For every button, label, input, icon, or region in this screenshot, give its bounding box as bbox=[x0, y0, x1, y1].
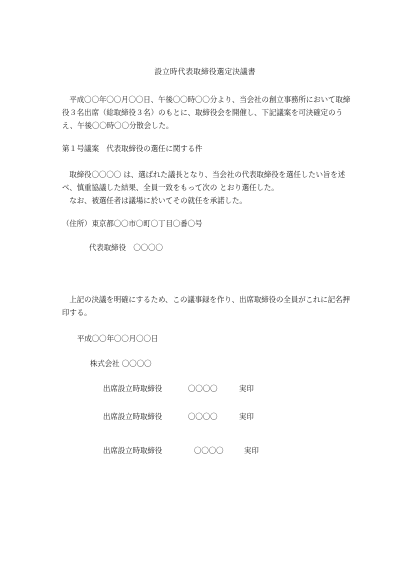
document-date: 平成〇〇年〇〇月〇〇日 bbox=[77, 334, 159, 343]
signatory-name: 〇〇〇〇 bbox=[188, 412, 218, 421]
document-title: 設立時代表取締役選定決議書 bbox=[154, 67, 256, 76]
opening-paragraph: 平成〇〇年〇〇月〇〇日、午後〇〇時〇〇分より、当会社の創立事務所において取締役３名出席（総取締役３名）のもとに、取締役会を開催し、下記議案を可決確定のうえ、午後〇〇時〇〇分散会した。 bbox=[62, 95, 351, 130]
agenda-acceptance-text: なお、被選任者は議場に於いてその就任を承諾した。 bbox=[69, 196, 247, 205]
agenda-body-paragraph: 取締役〇〇〇〇 は、選ばれた議長となり、当会社の代表取締役を選任したい旨を述べ、慎重協議した結果、全員一致をもって次の とおり選任した。 bbox=[62, 170, 346, 192]
signatory-seal: 実印 bbox=[244, 446, 259, 455]
signatory-role: 出席設立時取締役 bbox=[103, 384, 163, 393]
signatory-seal: 実印 bbox=[239, 412, 254, 421]
address-line: （住所）東京都〇〇市〇町〇丁目〇番〇号 bbox=[62, 219, 203, 228]
signatory-role: 出席設立時取締役 bbox=[103, 446, 163, 455]
agenda-heading: 第１号議案 代表取締役の選任に関する件 bbox=[62, 144, 203, 153]
signatory-name: 〇〇〇〇 bbox=[188, 384, 218, 393]
signatory-seal: 実印 bbox=[239, 384, 254, 393]
representative-line: 代表取締役 〇〇〇〇 bbox=[89, 243, 163, 252]
signatory-name: 〇〇〇〇 bbox=[194, 446, 224, 455]
signatory-role: 出席設立時取締役 bbox=[103, 412, 163, 421]
closing-paragraph: 上記の決議を明確にするため、この議事録を作り、出席取締役の全員がこれに記名押印する。 bbox=[62, 295, 350, 317]
company-name: 株式会社 〇〇〇〇 bbox=[90, 359, 152, 368]
